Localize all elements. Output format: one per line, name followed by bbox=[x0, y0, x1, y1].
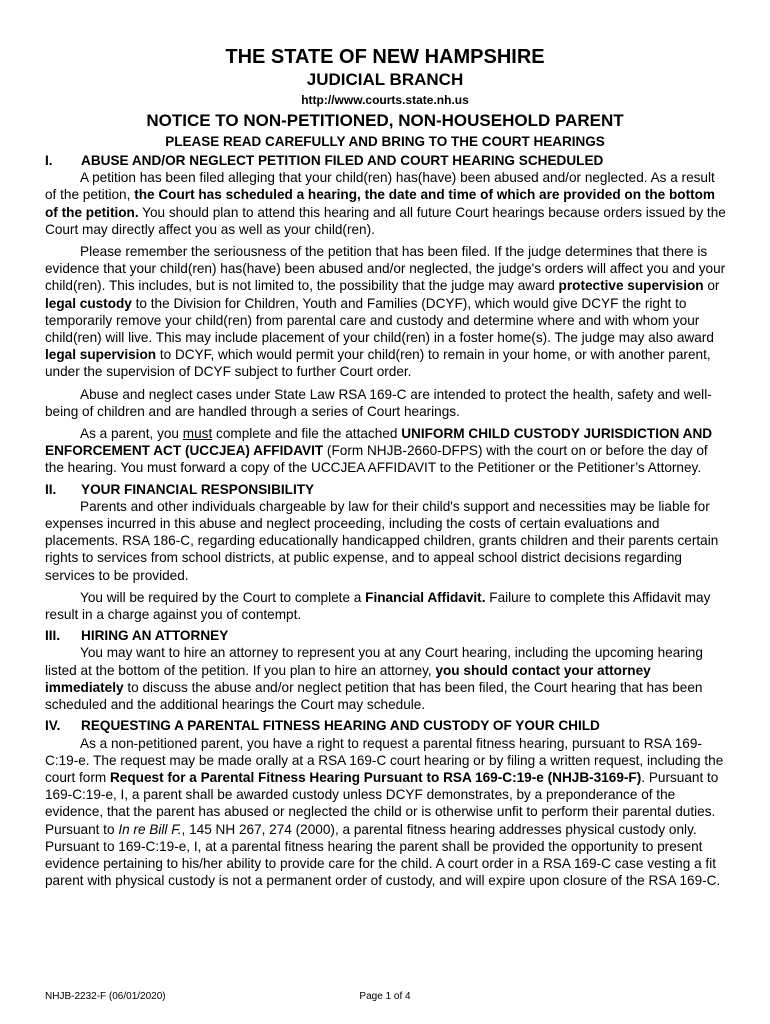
section-title: REQUESTING A PARENTAL FITNESS HEARING AND CUSTODY OF YOUR CHILD bbox=[81, 718, 600, 734]
paragraph: As a parent, you must complete and file the attached UNIFORM CHILD CUSTODY JURISDICTION AND ENFORCEMENT ACT (UCCJEA) AFFIDAVIT (Form NHJB-2660-DFPS) with the court on or before the day of the hearing. You must forward a copy of the UCCJEA AFFIDAVIT to the Petitioner or the Petitioner’s Attorney. bbox=[45, 426, 713, 476]
section-number: I. bbox=[45, 153, 53, 168]
paragraph: Parents and other individuals chargeable by law for their child's support and necessities may be liable for expenses incurred in this abuse and neglect proceeding, including the costs of certain evaluations and placements. RSA 186-C, regarding educationally handicapped children, grants children and their parents certain rights to services from school districts, at public expense, and to appeal school district decisions regarding services to be provided. bbox=[45, 498, 719, 583]
court-url: http://www.courts.state.nh.us bbox=[301, 93, 469, 107]
instruction-line: PLEASE READ CAREFULLY AND BRING TO THE COURT HEARINGS bbox=[165, 134, 605, 149]
state-title: THE STATE OF NEW HAMPSHIRE bbox=[225, 46, 545, 68]
section-title: HIRING AN ATTORNEY bbox=[81, 628, 229, 644]
document-body bbox=[45, 152, 728, 889]
section-title: YOUR FINANCIAL RESPONSIBILITY bbox=[81, 481, 315, 497]
section-2-heading bbox=[45, 481, 728, 498]
branch-title: JUDICIAL BRANCH bbox=[306, 70, 464, 89]
section-4-heading bbox=[45, 717, 728, 734]
section-number: III. bbox=[45, 628, 61, 644]
paragraph: You will be required by the Court to complete a Financial Affidavit. Failure to complete this Affidavit may result in a charge against you of contempt. bbox=[45, 589, 711, 623]
section-3-heading bbox=[45, 627, 728, 644]
section-number: II. bbox=[45, 481, 57, 497]
form-id: NHJB-2232-F (06/01/2020) bbox=[45, 991, 166, 1002]
notice-title: NOTICE TO NON-PETITIONED, NON-HOUSEHOLD PARENT bbox=[146, 111, 624, 130]
paragraph: You may want to hire an attorney to represent you at any Court hearing, including the upcoming hearing listed at the bottom of the petition. If you plan to hire an attorney, you should contact your attorney immediately to discuss the abuse and/or neglect petition that has been filed, the Court hearing that has been scheduled and the additional hearings the Court may schedule. bbox=[45, 645, 703, 713]
section-number: IV. bbox=[45, 718, 61, 734]
section-1-heading bbox=[45, 152, 728, 169]
paragraph: Abuse and neglect cases under State Law RSA 169-C are intended to protect the health, safety and well-being of children and are handled through a series of Court hearings. bbox=[45, 386, 712, 419]
paragraph: Please remember the seriousness of the petition that has been filed. If the judge determines that there is evidence that your child(ren) has(have) been abused and/or neglected, the judge's orders will affect you and your child(ren). This includes, but is not limited to, the possibility that the judge may award protective supervision or legal custody to the Division for Children, Youth and Families (DCYF), which would give DCYF the right to temporarily remove your child(ren) from parental care and custody and determine where and with whom your child(ren) will live. This may include placement of your child(ren) in a foster home(s). The judge may also award legal supervision to DCYF, which would permit your child(ren) to remain in your home, or with another parent, under the supervision of DCYF subject to further Court order. bbox=[45, 244, 726, 380]
paragraph: As a non-petitioned parent, you have a right to request a parental fitness hearing, pursuant to RSA 169-C:19-e. The request may be made orally at a RSA 169-C court hearing or by filing a written request, including the court form Request for a Parental Fitness Hearing Pursuant to RSA 169-C:19-e (NHJB-3169-F). Pursuant to 169-C:19-e, I, a parent shall be awarded custody unless DCYF demonstrates, by a preponderance of the evidence, that the parent has abused or neglected the child or is otherwise unfit to perform their parental duties. Pursuant to In re Bill F., 145 NH 267, 274 (2000), a parental fitness hearing addresses physical custody only. Pursuant to 169-C:19-e, I, at a parental fitness hearing the parent shall be provided the opportunity to present evidence pertaining to his/her ability to provide care for the child. A court order in a RSA 169-C case vesting a fit parent with physical custody is not a permanent order of custody, and will expire upon closure of the RSA 169-C. bbox=[45, 735, 724, 889]
paragraph: A petition has been filed alleging that your child(ren) has(have) been abused and/or neglected. As a result of the petition, the Court has scheduled a hearing, the date and time of which are provided on the bottom of the petition. You should plan to attend this hearing and all future Court hearings because orders issued by the Court may directly affect you as well as your child(ren). bbox=[45, 170, 726, 237]
section-title: ABUSE AND/OR NEGLECT PETITION FILED AND COURT HEARING SCHEDULED bbox=[81, 153, 604, 168]
page-number: Page 1 of 4 bbox=[359, 991, 411, 1002]
